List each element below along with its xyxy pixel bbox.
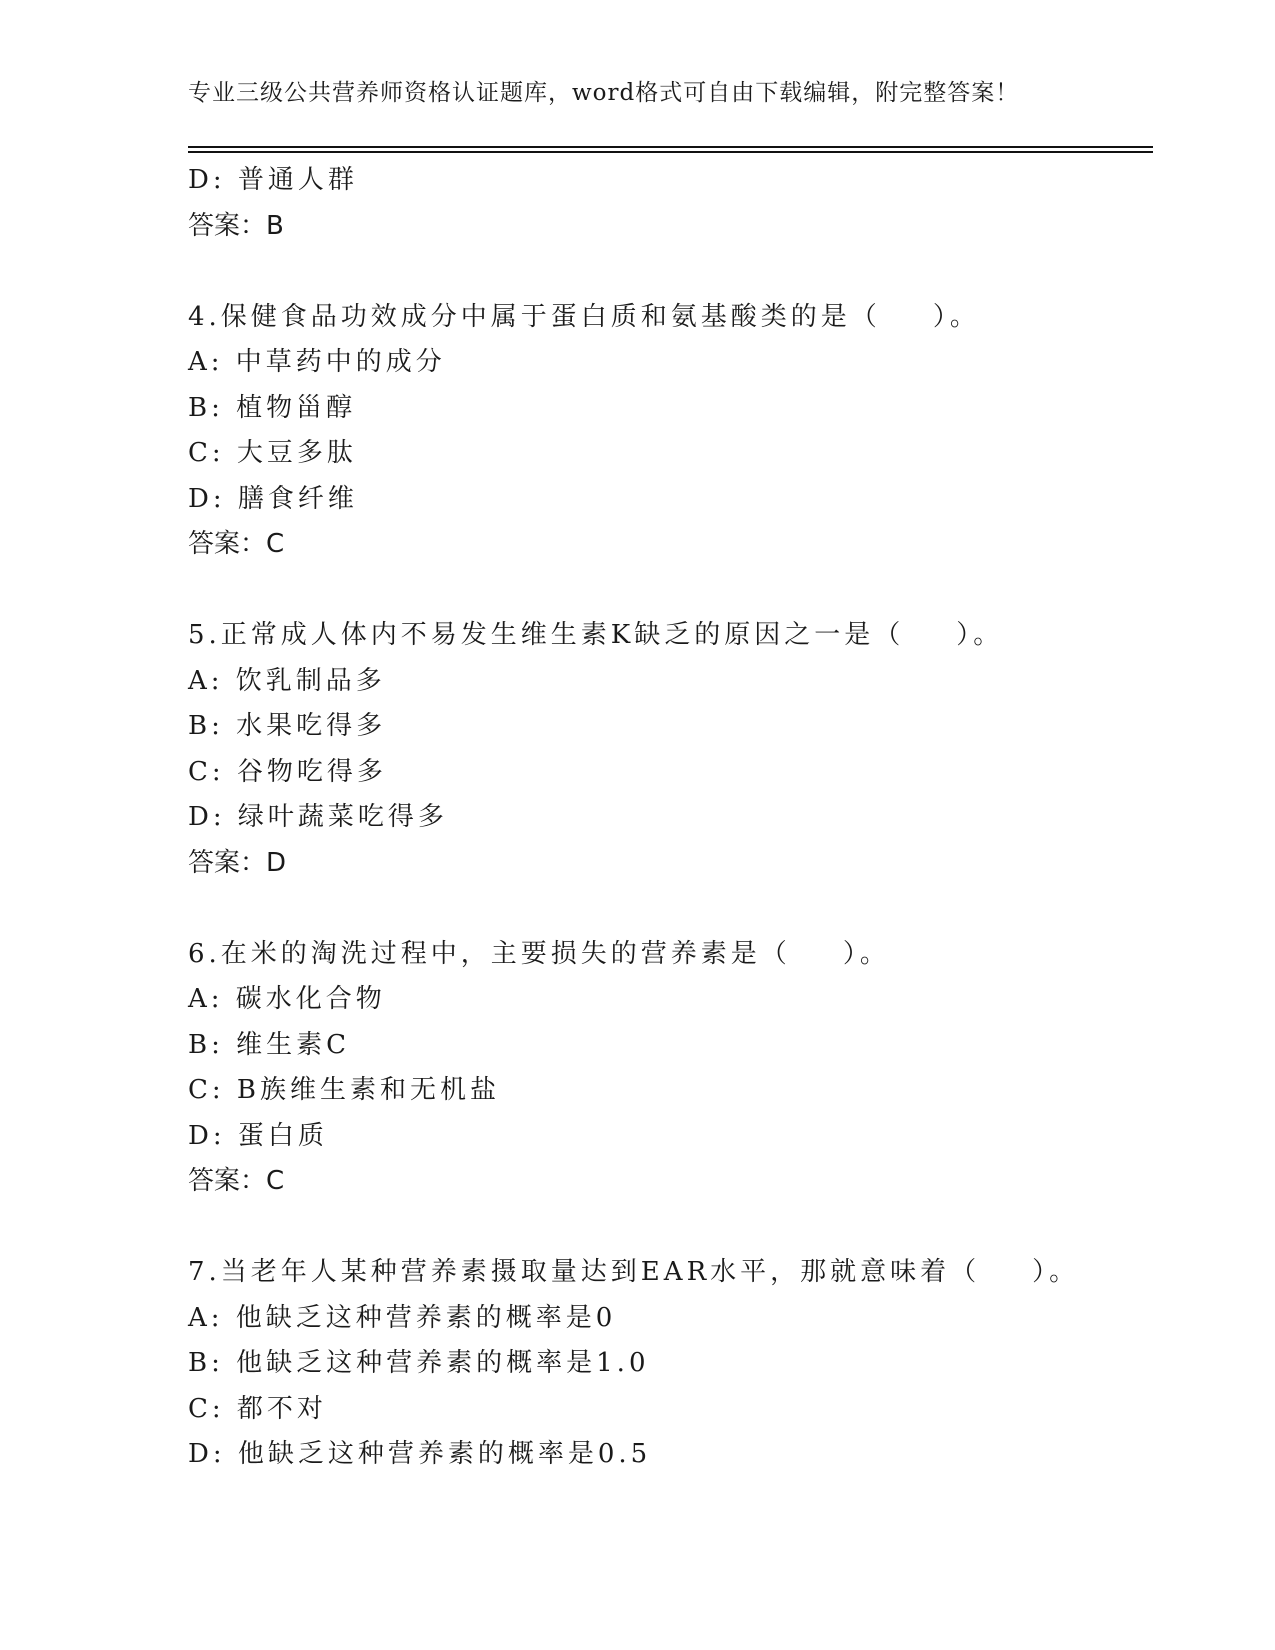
question-stem-end: ）。	[932, 301, 980, 332]
option-c: C: 谷物吃得多	[188, 756, 387, 787]
option-d: D: 膳食纤维	[188, 483, 358, 514]
answer-line: 答案：C	[188, 529, 285, 559]
question-stem-end: ）。	[956, 620, 1004, 650]
option-a: A: 他缺乏这种营养素的概率是0	[188, 1302, 617, 1333]
header-rule-top	[188, 146, 1153, 148]
option-d: D: 蛋白质	[188, 1120, 328, 1151]
question-stem-text: 5.正常成人体内不易发生维生素K缺乏的原因之一是（	[188, 620, 905, 650]
question-content	[188, 158, 1153, 1478]
header-rule-bottom	[188, 151, 1153, 153]
spacer	[188, 886, 1153, 932]
option-d: D: 他缺乏这种营养素的概率是0.5	[188, 1439, 652, 1469]
option-a: A: 碳水化合物	[188, 984, 386, 1014]
option-b: B: 维生素C	[188, 1029, 351, 1060]
question-stem-end: ）。	[842, 938, 890, 969]
question-stem-end: ）。	[1032, 1257, 1080, 1287]
spacer	[188, 249, 1153, 295]
question-stem	[188, 932, 1153, 978]
option-b: B: 他缺乏这种营养素的概率是1.0	[188, 1348, 650, 1378]
option-d: D: 普通人群	[188, 165, 358, 195]
option-c: C: 大豆多肽	[188, 438, 357, 468]
question-stem	[188, 613, 1153, 659]
question-stem-text: 7.当老年人某种营养素摄取量达到EAR水平，那就意味着（	[188, 1257, 981, 1287]
spacer	[188, 568, 1153, 614]
question-stem	[188, 295, 1153, 341]
option-b: B: 水果吃得多	[188, 711, 387, 741]
option-c: C: B族维生素和无机盐	[188, 1075, 501, 1105]
spacer	[188, 1205, 1153, 1251]
answer-line: 答案：C	[188, 1166, 285, 1196]
question-stem-text: 4.保健食品功效成分中属于蛋白质和氨基酸类的是（	[188, 301, 881, 332]
option-a: A: 饮乳制品多	[188, 665, 386, 696]
question-stem-text: 6.在米的淘洗过程中，主要损失的营养素是（	[188, 938, 791, 969]
question-stem	[188, 1250, 1153, 1296]
answer-line: 答案：B	[188, 210, 284, 241]
answer-line: 答案：D	[188, 847, 287, 878]
option-a: A: 中草药中的成分	[188, 347, 446, 377]
option-b: B: 植物甾醇	[188, 392, 357, 423]
option-d: D: 绿叶蔬菜吃得多	[188, 802, 448, 832]
page-header: 专业三级公共营养师资格认证题库，word格式可自由下载编辑，附完整答案！	[188, 80, 1020, 106]
option-c: C: 都不对	[188, 1393, 327, 1424]
